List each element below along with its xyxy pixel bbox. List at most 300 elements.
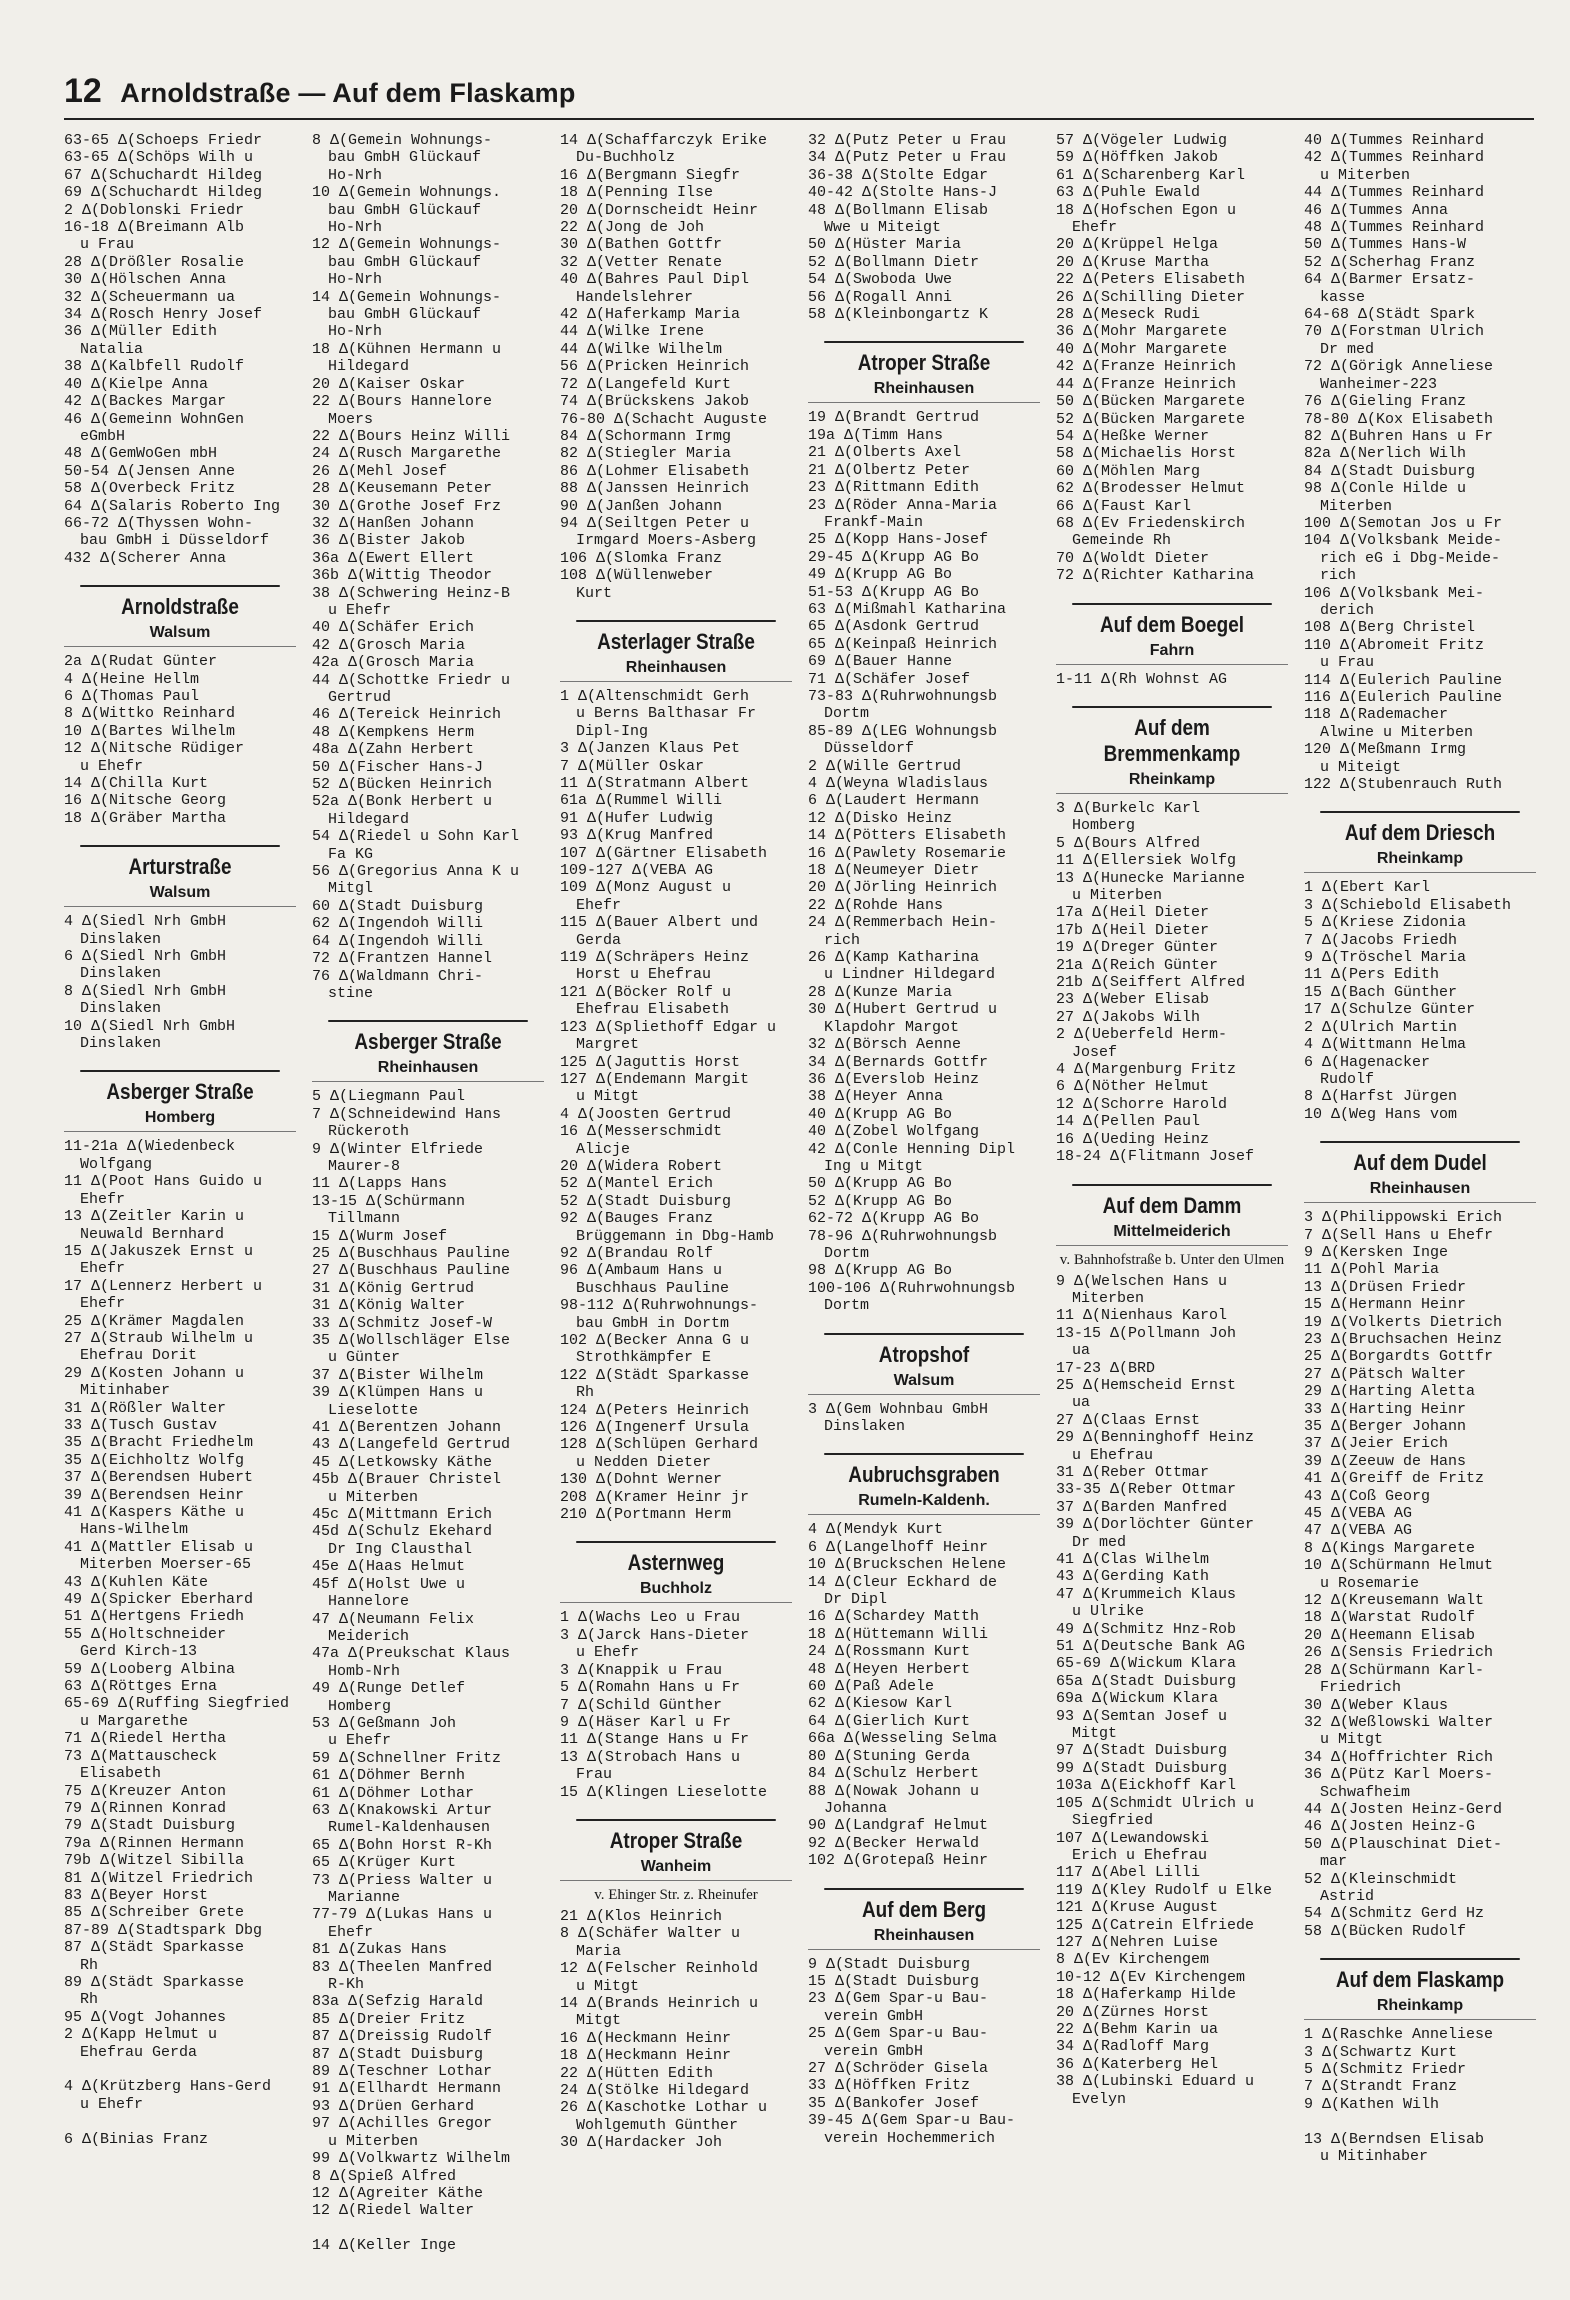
directory-entry: 85 Δ(Schreiber Grete [64,1904,245,1922]
directory-entry: bau GmbH Glückauf [328,253,482,271]
directory-entry: 26 Δ(Kaschotke Lothar u [560,2099,768,2117]
directory-entry: 7 Δ(Jacobs Friedh [1304,931,1458,949]
directory-entry: 26 Δ(Mehl Josef [312,462,448,480]
directory-entry: 15 Δ(Wurm Josef [312,1227,448,1245]
directory-entry: Gerd Kirch-13 [80,1643,198,1661]
directory-entry: 69 Δ(Schuchardt Hildeg [64,184,263,202]
directory-entry: Ehefrau Dorit [80,1347,198,1365]
directory-entry: 17 Δ(Lennerz Herbert u [64,1277,263,1295]
directory-entry: Rh [80,1991,99,2009]
street-heading: Asberger Straße [328,1020,528,1055]
column-6 [1304,132,1536,2272]
directory-entry: 49 Δ(Schmitz Hnz-Rob [1056,1620,1237,1638]
directory-entry: 11 Δ(Lapps Hans [312,1175,448,1193]
directory-entry: 37 Δ(Berendsen Hubert [64,1469,254,1487]
directory-entry: 82 Δ(Buhren Hans u Fr [1304,427,1494,445]
directory-entry: 50 Δ(Hüster Maria [808,236,962,254]
directory-entry: 19 Δ(Brandt Gertrud [808,409,980,427]
directory-entry: 4 Δ(Mendyk Kurt [808,1521,944,1539]
directory-entry: 41 Δ(Kaspers Käthe u [64,1504,245,1521]
directory-entry: Dortm [824,705,870,723]
directory-entry: 34 Δ(Putz Peter u Frau [808,149,1007,167]
district-subheading: Homberg [64,1109,296,1132]
directory-entry: 87-89 Δ(Stadtspark Dbg [64,1921,263,1939]
directory-entry: 36 Δ(Pütz Karl Moers- [1304,1766,1494,1784]
directory-entry: 39 Δ(Dorlöchter Günter [1056,1516,1255,1534]
directory-entry: 39 Δ(Zeeuw de Hans [1304,1452,1467,1470]
directory-entry: 2 Δ(Kapp Helmut u [64,2026,218,2044]
directory-entry: 126 Δ(Ingenerf Ursula [560,1419,750,1437]
directory-entry: 66a Δ(Wesseling Selma [808,1730,998,1748]
directory-entry: 81 Δ(Zukas Hans [312,1941,448,1959]
directory-entry: Friedrich [1320,1679,1402,1697]
directory-entry: 56 Δ(Pricken Heinrich [560,358,750,376]
directory-entry: 3 Δ(Jarck Hans-Dieter [560,1626,750,1644]
directory-entry: 83 Δ(Theelen Manfred [312,1958,493,1976]
directory-entry: 57 Δ(Vögeler Ludwig [1056,132,1228,149]
directory-entry: bau GmbH in Dortm [576,1314,730,1332]
directory-entry: 68 Δ(Ev Friedenskirch [1056,514,1246,532]
directory-entry: 25 Δ(Borgardts Gottfr [1304,1348,1494,1366]
directory-entry: 73 Δ(Priess Walter u [312,1871,493,1889]
district-subheading: Rumeln-Kaldenh. [808,1492,1040,1515]
directory-entry: 34 Δ(Bernards Gottfr [808,1053,989,1071]
directory-entry: verein GmbH [824,2042,924,2060]
directory-entry: 73 Δ(Mattauscheck [64,1747,218,1765]
directory-entry: 84 Δ(Stadt Duisburg [1304,462,1476,480]
directory-entry: 4 Δ(Siedl Nrh GmbH [64,913,227,931]
directory-entry: 60 Δ(Möhlen Marg [1056,462,1201,480]
directory-entry: 14 Δ(Gemein Wohnungs- [312,288,502,306]
directory-entry: 52 Δ(Bollmann Dietr [808,253,980,271]
directory-entry: Gemeinde Rh [1072,532,1172,550]
street-heading: Auf dem Flaskamp [1320,1958,1520,1993]
district-subheading: Rheinkamp [1304,850,1536,873]
directory-entry: 38 Δ(Schwering Heinz-B [312,584,511,602]
column-1 [64,132,296,2272]
directory-entry: 91 Δ(Hufer Ludwig [560,809,714,827]
directory-entry: 69a Δ(Wickum Klara [1056,1690,1219,1708]
directory-entry: 35 Δ(Wollschläger Else [312,1332,511,1349]
district-subheading: Rheinhausen [808,1927,1040,1950]
directory-entry: 11-21a Δ(Wiedenbeck [64,1138,236,1156]
directory-entry: 27 Δ(Straub Wilhelm u [64,1329,254,1347]
directory-entry: 51-53 Δ(Krupp AG Bo [808,583,980,601]
directory-entry: 3 Δ(Schwartz Kurt [1304,2043,1458,2061]
district-subheading: Fahrn [1056,642,1288,665]
directory-entry: 19 Δ(Dreger Günter [1056,939,1219,957]
directory-entry: 56 Δ(Gregorius Anna K u [312,863,520,881]
directory-entry: 24 Δ(Rusch Margarethe [312,445,502,463]
directory-entry: u Lindner Hildegard [824,966,996,984]
street-heading: Auf dem Damm [1072,1184,1272,1219]
directory-entry: 7 Δ(Schild Günther [560,1696,723,1714]
directory-entry: 46 Δ(Gemeinn WohnGen [64,410,245,428]
directory-entry: 3 Δ(Knappik u Frau [560,1661,723,1679]
directory-entry: Alicje [576,1140,631,1158]
directory-entry: 42 Δ(Tummes Reinhard [1304,149,1485,167]
directory-entry: 12 Δ(Agreiter Käthe [312,2184,484,2202]
directory-entry: 35 Δ(Bankofer Josef [808,2094,980,2112]
directory-entry: Maurer-8 [328,1157,401,1175]
directory-entry: 24 Δ(Remmerbach Hein- [808,914,998,932]
district-subheading: Walsum [808,1372,1040,1395]
directory-entry: 65 Δ(Krüger Kurt [312,1854,457,1872]
directory-entry: 44 Δ(Tummes Reinhard [1304,184,1485,202]
directory-entry: u Ehefr [328,1732,392,1750]
directory-entry: 110 Δ(Abromeit Fritz [1304,636,1485,654]
directory-entry: stine [328,984,374,1002]
directory-entry: mar [1320,1853,1348,1871]
directory-entry: 100-106 Δ(Ruhrwohnungsb [808,1279,1016,1297]
directory-entry: 44 Δ(Schottke Friedr u [312,671,511,689]
directory-entry: 33-35 Δ(Reber Ottmar [1056,1481,1237,1499]
directory-entry: 33 Δ(Schmitz Josef-W [312,1314,493,1332]
directory-entry: 85 Δ(Dreier Fritz [312,2010,466,2028]
directory-entry: Tillmann [328,1210,401,1228]
directory-entry: 36 Δ(Everslob Heinz [808,1070,980,1088]
directory-entry: 20 Δ(Kruse Martha [1056,253,1210,271]
directory-entry: 127 Δ(Endemann Margit [560,1070,750,1088]
street-heading: Aubruchsgraben [824,1453,1024,1488]
directory-entry: 27 Δ(Schröder Gisela [808,2059,989,2077]
directory-entry: 16 Δ(Schardey Matth [808,1608,980,1626]
directory-entry: 45 Δ(Letkowsky Käthe [312,1453,493,1471]
directory-entry: Dr med [1072,1533,1127,1551]
directory-entry: 63 Δ(Röttges Erna [64,1678,218,1696]
directory-entry: 99 Δ(Volkwartz Wilhelm [312,2150,511,2168]
directory-entry: verein GmbH [824,2007,924,2025]
directory-entry: 65-69 Δ(Ruffing Siegfried [64,1695,290,1713]
street-heading: Atroper Straße [576,1819,776,1854]
directory-entry: Ho-Nrh [328,271,383,289]
directory-entry: 128 Δ(Schlüpen Gerhard [560,1436,759,1454]
directory-entry: 3 Δ(Burkelc Karl [1056,799,1201,817]
directory-entry: ua [1072,1394,1091,1412]
page-number: 12 [64,72,102,110]
directory-entry: 45f Δ(Holst Uwe u [312,1575,466,1593]
directory-entry: 18 Δ(Gräber Martha [64,809,227,827]
directory-entry: Gertrud [328,689,392,706]
directory-entry: 40-42 Δ(Stolte Hans-J [808,184,998,202]
directory-entry: 65 Δ(Asdonk Gertrud [808,618,980,636]
directory-entry: 29 Δ(Kosten Johann u [64,1364,245,1382]
directory-entry: 88 Δ(Nowak Johann u [808,1782,980,1800]
directory-entry: 6 Δ(Nöther Helmut [1056,1078,1210,1096]
directory-entry: 1 Δ(Raschke Anneliese [1304,2026,1494,2044]
directory-entry: 36 Δ(Katerberg Hel [1056,2055,1219,2073]
directory-entry: 18 Δ(Haferkamp Hilde [1056,1986,1237,2004]
directory-entry: 25 Δ(Buschhaus Pauline [312,1244,511,1262]
directory-entry: 43 Δ(Gerding Kath [1056,1568,1210,1586]
directory-entry: 5 Δ(Bours Alfred [1056,834,1201,852]
directory-entry: 8 Δ(Ev Kirchengem [1056,1951,1210,1969]
directory-entry: 1 Δ(Ebert Karl [1304,879,1431,897]
directory-entry: Maria [576,1942,622,1960]
directory-entry: 24 Δ(Rossmann Kurt [808,1643,971,1661]
directory-entry: 122 Δ(Städt Sparkasse [560,1366,750,1384]
column-4 [808,132,1040,2272]
directory-entry: 97 Δ(Stadt Duisburg [1056,1742,1228,1760]
directory-entry: 64 Δ(Ingendoh Willi [312,932,484,950]
directory-entry: u Miterben [328,2132,419,2150]
directory-entry: Evelyn [1072,2090,1127,2108]
directory-entry: 19 Δ(Volkerts Dietrich [1304,1313,1503,1331]
directory-entry: 60 Δ(Paß Adele [808,1678,935,1696]
directory-entry: 45d Δ(Schulz Ekehard [312,1523,493,1541]
directory-entry: 20 Δ(Zürnes Horst [1056,2003,1210,2021]
directory-entry: 90 Δ(Janßen Johann [560,497,723,515]
directory-entry: Natalia [80,340,144,358]
directory-entry: 25 Δ(Kopp Hans-Josef [808,531,989,549]
directory-entry: 39 Δ(Klümpen Hans u [312,1384,484,1402]
directory-entry: 4 Δ(Krützberg Hans-Gerd [64,2078,272,2096]
directory-entry: 16 Δ(Messerschmidt [560,1123,723,1141]
directory-entry: 12 Δ(Felscher Reinhold [560,1960,759,1978]
directory-entry: 40 Δ(Krupp AG Bo [808,1105,953,1123]
directory-entry: 23 Δ(Röder Anna-Maria [808,496,998,514]
directory-entry: 34 Δ(Rosch Henry Josef [64,306,263,324]
directory-entry: u Frau [1320,654,1375,672]
directory-entry: Miterben [1320,497,1393,515]
directory-entry [1304,2113,1536,2130]
directory-entry: Siegfried [1072,1812,1154,1830]
directory-entry: 8 Δ(Gemein Wohnungs- [312,132,493,149]
directory-entry: 48 Δ(Bollmann Elisab [808,201,989,219]
directory-entry: 42 Δ(Haferkamp Maria [560,306,741,324]
directory-entry: 10 Δ(Schürmann Helmut [1304,1557,1494,1575]
directory-entry [64,2061,296,2078]
directory-entry: Irmgard Moers-Asberg [576,532,757,550]
street-section-note: v. Ehinger Str. z. Rheinufer [594,1886,758,1903]
directory-entry: 7 Δ(Schneidewind Hans [312,1105,502,1123]
directory-entry: 62 Δ(Kiesow Karl [808,1695,953,1713]
directory-entry: 76 Δ(Waldmann Chri- [312,967,484,985]
directory-entry: 84 Δ(Schulz Herbert [808,1765,980,1783]
directory-entry: 35 Δ(Berger Johann [1304,1418,1467,1435]
directory-entry: 14 Δ(Schaffarczyk Erike [560,132,768,149]
directory-entry: 20 Δ(Kaiser Oskar [312,375,466,393]
directory-entry: 100 Δ(Semotan Jos u Fr [1304,514,1503,532]
directory-entry: Elisabeth [80,1765,162,1783]
directory-entry: 16 Δ(Pawlety Rosemarie [808,844,1007,862]
directory-entry: Wolfgang [80,1155,153,1173]
directory-entry: u Günter [328,1349,401,1367]
directory-entry: 58 Δ(Kleinbongartz K [808,306,989,324]
directory-entry: 23 Δ(Bruchsachen Heinz [1304,1330,1503,1348]
directory-entry: 106 Δ(Slomka Franz [560,549,723,567]
directory-entry: 72 Δ(Frantzen Hannel [312,950,493,968]
directory-entry: 63-65 Δ(Schöps Wilh u [64,149,254,167]
directory-entry: 16-18 Δ(Breimann Alb [64,219,245,237]
directory-entry: 10-12 Δ(Ev Kirchengem [1056,1968,1246,1986]
directory-entry: 40 Δ(Zobel Wolfgang [808,1123,980,1141]
directory-entry: 121 Δ(Kruse August [1056,1899,1219,1917]
directory-entry: 18 Δ(Hüttemann Willi [808,1625,989,1643]
directory-entry: 42 Δ(Conle Henning Dipl [808,1140,1016,1158]
directory-entry: 71 Δ(Riedel Hertha [64,1730,227,1748]
directory-entry: Fa KG [328,845,374,863]
directory-entry: 30 Δ(Weber Klaus [1304,1696,1449,1714]
directory-entry: 36 Δ(Bister Jakob [312,532,466,550]
directory-entry: Marianne [328,1889,401,1906]
directory-entry: 122 Δ(Stubenrauch Ruth [1304,776,1503,794]
directory-entry: 8 Δ(Schäfer Walter u [560,1925,741,1943]
directory-entry: 80 Δ(Stuning Gerda [808,1747,971,1765]
directory-entry: Dinslaken [80,965,162,983]
directory-entry: 118 Δ(Rademacher [1304,706,1449,724]
directory-entry: 61a Δ(Rummel Willi [560,792,723,810]
directory-entry: 11 Δ(Nienhaus Karol [1056,1307,1228,1325]
directory-entry: 89 Δ(Städt Sparkasse [64,1973,245,1991]
directory-entry: u Ehefrau [1072,1446,1154,1464]
directory-entry: Ehefr [1072,219,1118,237]
district-subheading: Buchholz [560,1580,792,1603]
directory-entry: Alwine u Miterben [1320,723,1474,741]
directory-entry: Dipl-Ing [576,722,649,740]
directory-entry: 22 Δ(Rohde Hans [808,896,944,914]
district-subheading: Rheinhausen [808,380,1040,403]
directory-entry: 54 Δ(Riedel u Sohn Karl [312,828,520,846]
directory-entry: 127 Δ(Nehren Luise [1056,1933,1219,1951]
column-5 [1056,132,1288,2272]
directory-entry: 1 Δ(Altenschmidt Gerh [560,687,750,705]
directory-entry: 8 Δ(Harfst Jürgen [1304,1088,1458,1106]
directory-entry: 13 Δ(Hunecke Marianne [1056,869,1246,887]
directory-entry: 119 Δ(Schräpers Heinz [560,949,750,967]
directory-entry: 52 Δ(Mantel Erich [560,1175,714,1193]
directory-entry: 28 Δ(Schürmann Karl- [1304,1661,1485,1679]
directory-entry: 78-80 Δ(Kox Elisabeth [1304,410,1494,428]
directory-entry: 28 Δ(Drößler Rosalie [64,253,245,271]
directory-entry: 63 Δ(Mißmahl Katharina [808,600,1007,618]
directory-entry: 11 Δ(Pers Edith [1304,966,1440,984]
directory-entry: 2 Δ(Ueberfeld Herm- [1056,1026,1228,1044]
directory-entry: Neuwald Bernhard [80,1225,225,1243]
district-subheading: Rheinkamp [1304,1997,1536,2020]
directory-entry: 61 Δ(Scharenberg Karl [1056,166,1246,184]
directory-entry: 32 Δ(Scheuermann ua [64,288,236,306]
directory-entry: 96 Δ(Ambaum Hans u [560,1262,723,1280]
directory-entry: 4 Δ(Joosten Gertrud [560,1105,732,1123]
directory-entry: u Mitgt [576,1088,640,1106]
directory-entry: 13 Δ(Zeitler Karin u [64,1208,245,1226]
directory-entry: rich [1320,567,1357,585]
directory-entry: 46 Δ(Tereick Heinrich [312,706,502,724]
directory-entry: 28 Δ(Keusemann Peter [312,480,493,498]
directory-entry: 44 Δ(Josten Heinz-Gerd [1304,1800,1503,1818]
directory-entry: u Rosemarie [1320,1574,1420,1592]
directory-entry: 28 Δ(Kunze Maria [808,983,953,1001]
directory-entry: 37 Δ(Barden Manfred [1056,1498,1228,1516]
directory-entry: 3 Δ(Philippowski Erich [1304,1209,1503,1227]
directory-entry: 87 Δ(Dreissig Rudolf [312,2028,493,2046]
directory-entry: 22 Δ(Bours Heinz Willi [312,427,511,445]
directory-entry: 38 Δ(Kalbfell Rudolf [64,358,245,376]
directory-entry: u Mitgt [1320,1731,1384,1749]
directory-entry: 18 Δ(Penning Ilse [560,184,714,202]
directory-entry: 50-54 Δ(Jensen Anne [64,462,236,480]
directory-entry: u Ehefr [80,2095,144,2113]
directory-entry: u Frau [80,236,135,254]
directory-entry: 41 Δ(Mattler Elisab u [64,1538,254,1556]
directory-entry: derich [1320,601,1375,619]
directory-entry: 36-38 Δ(Stolte Edgar [808,166,989,184]
directory-entry: 39-45 Δ(Gem Spar-u Bau- [808,2112,1016,2130]
directory-entry: Ho-Nrh [328,323,383,341]
directory-entry: Frau [576,1766,613,1784]
directory-entry: 6 Δ(Siedl Nrh GmbH [64,948,227,966]
directory-entry: 123 Δ(Spliethoff Edgar u [560,1018,777,1036]
directory-entry: rich eG i Dbg-Meide- [1320,549,1501,567]
directory-entry: 7 Δ(Strandt Franz [1304,2078,1458,2096]
directory-entry: 12 Δ(Schorre Harold [1056,1095,1228,1113]
directory-entry: 47 Δ(Neumann Felix [312,1610,475,1628]
directory-entry: 52 Δ(Scherhag Franz [1304,253,1476,271]
directory-entry: 20 Δ(Jörling Heinrich [808,879,998,897]
directory-entry: 36a Δ(Ewert Ellert [312,549,475,567]
directory-entry: 99 Δ(Stadt Duisburg [1056,1759,1228,1777]
directory-entry: Rudolf [1320,1070,1375,1088]
directory-entry: 1 Δ(Wachs Leo u Frau [560,1609,741,1627]
directory-entry: 13 Δ(Drüsen Friedr [1304,1278,1467,1296]
directory-entry: Brüggemann in Dbg-Hamb [576,1227,775,1245]
directory-entry: 67 Δ(Schuchardt Hildeg [64,166,263,184]
directory-entry: 82 Δ(Stiegler Maria [560,445,732,463]
district-subheading: Mittelmeiderich [1056,1223,1288,1246]
street-heading: Auf dem Bremmenkamp [1072,706,1272,767]
directory-entry: 9 Δ(Winter Elfriede [312,1140,484,1158]
directory-entry: 109 Δ(Monz August u [560,879,732,897]
directory-entry: 28 Δ(Meseck Rudi [1056,306,1201,324]
directory-entry: 29-45 Δ(Krupp AG Bo [808,548,980,566]
directory-entry: 29 Δ(Harting Aletta [1304,1383,1476,1401]
directory-entry: Erich u Ehefrau [1072,1846,1208,1864]
directory-entry: 13 Δ(Strobach Hans u [560,1748,741,1766]
directory-entry: 12 Δ(Nitsche Rüdiger [64,740,245,758]
directory-entry: Hildegard [328,810,410,828]
directory-entry: u Margarethe [80,1712,189,1730]
directory-entry: 50 Δ(Tummes Hans-W [1304,236,1467,254]
directory-entry: 65a Δ(Stadt Duisburg [1056,1672,1237,1690]
directory-entry: 14 Δ(Pellen Paul [1056,1113,1201,1131]
directory-entry: 9 Δ(Welschen Hans u [1056,1272,1228,1290]
directory-entry: 13-15 Δ(Schürmann [312,1192,466,1210]
directory-entry: 25 Δ(Krämer Magdalen [64,1312,245,1330]
directory-entry: 30 Δ(Hardacker Joh [560,2134,723,2152]
directory-entry: 124 Δ(Peters Heinrich [560,1401,750,1419]
directory-entry: 48a Δ(Zahn Herbert [312,741,475,759]
directory-entry: 20 Δ(Heemann Elisab [1304,1626,1476,1644]
directory-entry: 43 Δ(Langefeld Gertrud [312,1436,511,1454]
directory-entry: 14 Δ(Pötters Elisabeth [808,827,1007,845]
directory-entry: 27 Δ(Pätsch Walter [1304,1365,1467,1383]
directory-entry: 47 Δ(VEBA AG [1304,1522,1413,1540]
street-heading: Auf dem Berg [824,1888,1024,1923]
directory-entry: Mitgt [576,2012,622,2030]
directory-entry: 85-89 Δ(LEG Wohnungsb [808,722,998,740]
directory-entry: 94 Δ(Seiltgen Peter u [560,514,750,532]
directory-entry: 19a Δ(Timm Hans [808,426,944,444]
directory-entry: 49 Δ(Krupp AG Bo [808,566,953,584]
directory-entry: 52 Δ(Bücken Margarete [1056,410,1246,428]
directory-entry: 4 Δ(Heine Hellm [64,670,200,688]
directory-entry: 30 Δ(Hubert Gertrud u [808,1001,998,1019]
directory-entry: 34 Δ(Radloff Marg [1056,2038,1210,2056]
directory-entry: 53 Δ(Geßmann Joh [312,1714,457,1732]
directory-entry: Homb-Nrh [328,1662,401,1680]
directory-entry: 32 Δ(Putz Peter u Frau [808,132,1007,149]
